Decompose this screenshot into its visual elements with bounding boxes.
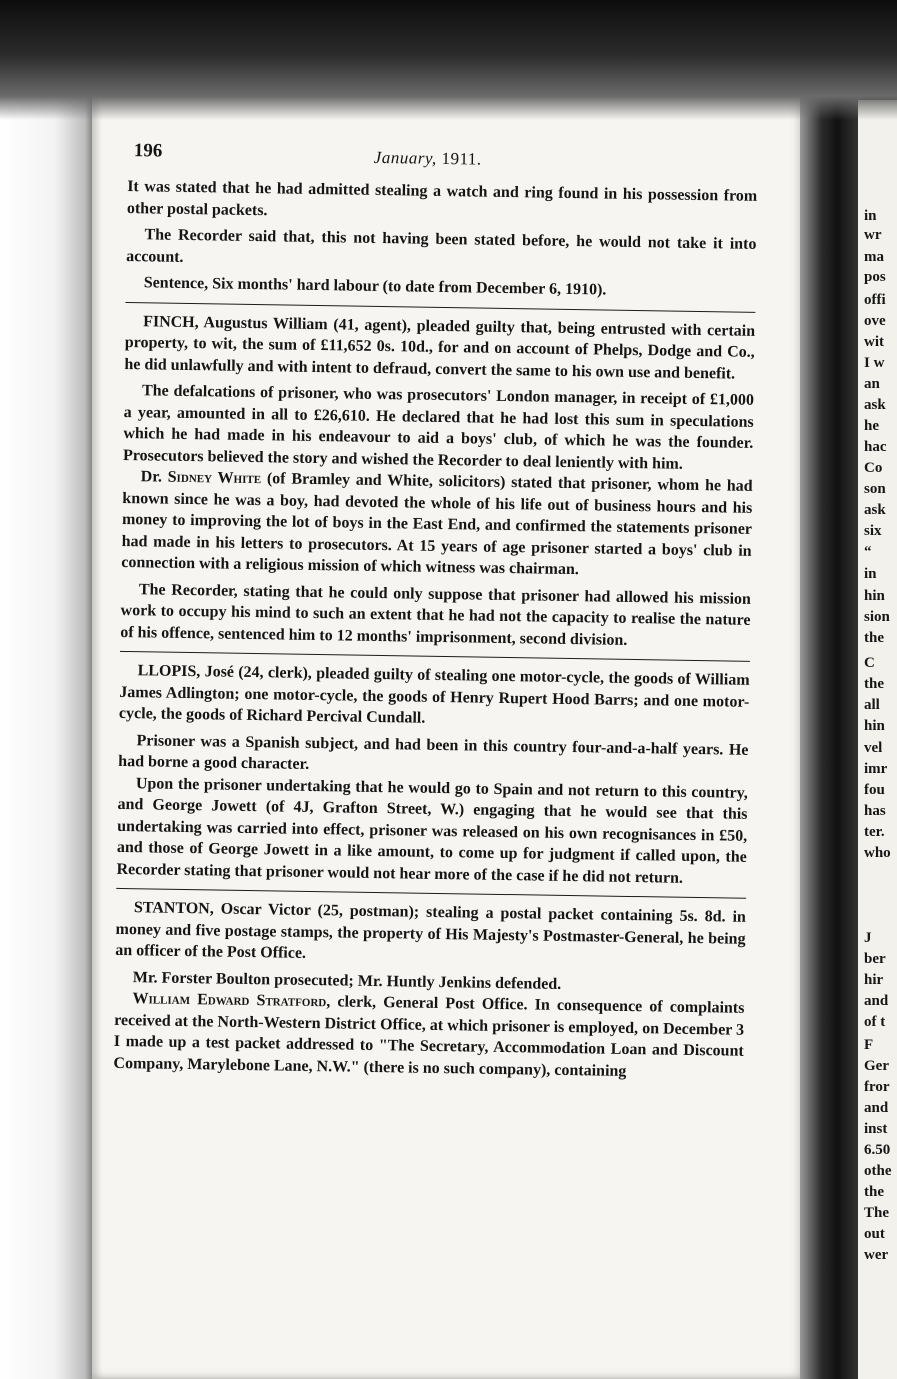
- facing-line: “: [864, 544, 872, 560]
- facing-line: of t: [864, 1014, 886, 1030]
- facing-line: and: [864, 1100, 889, 1116]
- facing-line: out: [864, 1226, 885, 1242]
- paragraph: Prisoner was a Spanish subject, and had been in this country four-and-a-half years. He had borne a good character.: [118, 731, 749, 773]
- page-number: 196: [133, 140, 163, 162]
- facing-line: has: [864, 803, 886, 819]
- facing-line: vel: [864, 740, 883, 756]
- facing-line: othe: [864, 1163, 892, 1179]
- facing-line: J: [864, 930, 872, 946]
- paragraph: Mr. Forster Boulton prosecuted; Mr. Huntly Jenkins defended.: [132, 968, 562, 993]
- paragraph: The defalcations of prisoner, who was prosecutors' London manager, in receipt of £1,000 a year, amounted in all to £26,610. He declared that he had lost this sum in speculations which he had made in his endeavour to aid a boys' club, of which he was the founder. Prosecutors believed the story and wished the Recorder to deal leniently with him.: [122, 382, 755, 473]
- paragraph: The Recorder said that, this not having been stated before, he would not take it into account.: [126, 226, 757, 266]
- facing-line: ove: [864, 313, 886, 329]
- case-heading-stanton: [115, 897, 746, 971]
- facing-line: who: [864, 845, 891, 861]
- facing-line: ma: [864, 249, 884, 265]
- facing-line: hin: [864, 588, 885, 604]
- facing-line: an: [864, 376, 880, 392]
- case-heading-finch: [124, 310, 755, 384]
- witness-statement: , clerk, General Post Office. In consequence of complaints received at the North-Western District Office, at which prisoner is employed, on December 3 I made up a test packet addressed to "The Secretary, Accommodation Loan and Discount Company, Marylebone Lane, N.W." (there is no such company), containing: [113, 993, 745, 1080]
- page-content: [113, 140, 758, 1084]
- running-head-year: 1911.: [441, 148, 482, 169]
- facing-line: pos: [864, 269, 886, 285]
- book-gutter: [800, 0, 862, 1379]
- running-head: [374, 148, 482, 170]
- facing-line: ber: [864, 951, 886, 967]
- left-page-edge: [0, 0, 100, 1379]
- facing-line: wer: [864, 1247, 889, 1263]
- facing-line: Ger: [864, 1058, 889, 1074]
- sentence-line: Sentence, Six months' hard labour (to date from December 6, 1910).: [143, 274, 607, 299]
- facing-line: ask: [864, 397, 886, 413]
- paragraph: Upon the prisoner undertaking that he would go to Spain and not return to this country, and George Jowett (of 4J, Grafton Street, W.) engaging that he would see that this undertaking was carried into effect, prisoner was released on his own recognisances in £50, and those of George Jowett in a like amount, to come up for judgment if called upon, the Recorder stating that prisoner would not hear more of the case if he did not return.: [116, 774, 748, 887]
- facing-line: imr: [864, 761, 888, 777]
- facing-line: the: [864, 676, 884, 692]
- facing-page-fragment: [858, 100, 897, 1379]
- facing-line: Co: [864, 460, 883, 476]
- facing-line: The: [864, 1205, 890, 1221]
- title-prefix: Dr.: [140, 468, 168, 486]
- case-divider: [116, 888, 746, 899]
- facing-line: inst: [864, 1121, 888, 1137]
- facing-line: hin: [864, 718, 885, 734]
- facing-line: in: [864, 208, 877, 224]
- defendant-name: LLOPIS,: [137, 662, 201, 681]
- facing-line: F: [864, 1037, 874, 1053]
- facing-line: he: [864, 418, 879, 434]
- case-charge: José (24, clerk), pleaded guilty of stealing one motor-cycle, the goods of William James Adlington; one motor-cycle, the goods of Henry Rupert Hood Barrs; and one motor-cycle, the goods of Richard Percival Cundall.: [118, 663, 750, 727]
- facing-line: the: [864, 630, 884, 646]
- case-charge: Oscar Victor (25, postman); stealing a postal packet containing 5s. 8d. in money and five postage stamps, the property of His Majesty's Postmaster-General, he being an officer of the Post Office.: [115, 900, 747, 962]
- facing-line: all: [864, 697, 880, 713]
- paragraph: The Recorder, stating that he could only suppose that prisoner had allowed his mission work to occupy his mind to such an extent that he had not the capacity to realise the nature of his offence, sentenced him to 12 months' imprisonment, second division.: [120, 580, 752, 649]
- facing-line: 6.50: [864, 1142, 891, 1158]
- facing-line: sion: [864, 609, 890, 625]
- facing-line: ter.: [864, 824, 885, 840]
- facing-line: the: [864, 1184, 884, 1200]
- facing-line: ask: [864, 502, 886, 518]
- defendant-name: STANTON,: [133, 899, 214, 918]
- facing-line: son: [864, 481, 886, 497]
- facing-line: six: [864, 523, 882, 539]
- facing-line: fou: [864, 782, 885, 798]
- facing-line: C: [864, 655, 875, 671]
- witness-name: Sidney White: [167, 468, 262, 488]
- facing-line: in: [864, 566, 877, 582]
- facing-line: fror: [864, 1079, 890, 1095]
- case-divider: [125, 301, 755, 312]
- witness-statement: (of Bramley and White, solicitors) stated that prisoner, whom he had known since he was a boy, had devoted the whole of his life out of business hours and his money to improving the lot of boys in the East End, and confirmed the statements prisoner had made in his letters to prosecutors. At 15 years of age prisoner started a boys' club in connection with a religious mission of which witness was chairman.: [121, 470, 753, 579]
- facing-line: hac: [864, 439, 887, 455]
- case-divider: [120, 651, 750, 662]
- facing-line: hir: [864, 972, 884, 988]
- facing-line: offi: [864, 292, 886, 308]
- witness-name: William Edward Stratford: [132, 990, 327, 1011]
- paragraph-witness: [121, 466, 753, 583]
- defendant-name: FINCH,: [143, 312, 199, 331]
- running-head-month: January,: [373, 147, 437, 168]
- facing-line: wr: [864, 227, 882, 243]
- paragraph-witness: [113, 988, 744, 1084]
- case-heading-llopis: [119, 660, 750, 734]
- case-charge: Augustus William (41, agent), pleaded guilty that, being entrusted with certain property, to wit, the sum of £11,652 0s. 10d., for and on account of Phelps, Dodge and Co., he did unlawfully and with intent to defraud, convert the same to his own use and benefit.: [124, 313, 756, 383]
- paragraph: It was stated that he had admitted stealing a watch and ring found in his possession from other postal packets.: [126, 177, 758, 219]
- facing-line: and: [864, 993, 889, 1009]
- facing-line: wit: [864, 334, 884, 350]
- facing-line: I w: [864, 355, 885, 371]
